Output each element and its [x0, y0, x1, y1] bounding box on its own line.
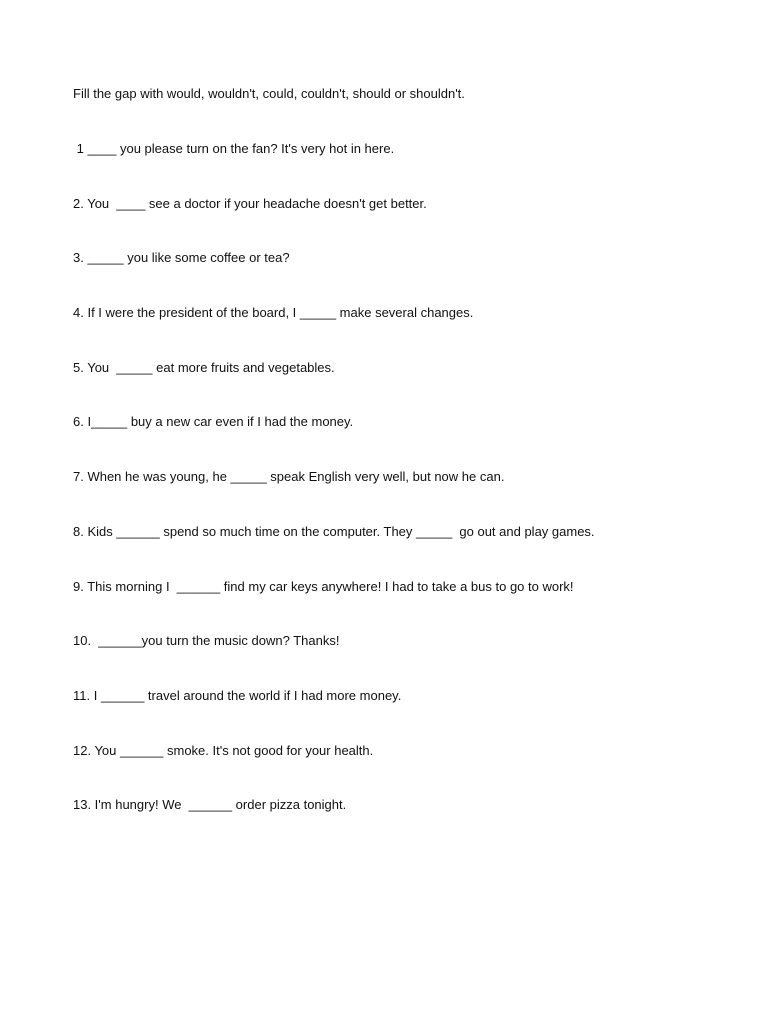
exercise-item-5: 5. You _____ eat more fruits and vegetables. [73, 359, 335, 375]
exercise-item-8: 8. Kids ______ spend so much time on the computer. They _____ go out and play games. [73, 523, 595, 539]
exercise-item-10: 10. ______you turn the music down? Thanks! [73, 633, 340, 649]
exercise-item-6: 6. I_____ buy a new car even if I had the money. [73, 414, 354, 430]
exercise-list [73, 141, 595, 852]
exercise-item-7: 7. When he was young, he _____ speak English very well, but now he can. [73, 469, 505, 485]
instruction-text: Fill the gap with would, wouldn't, could, couldn't, should or shouldn't. [73, 86, 465, 101]
exercise-item-2: 2. You ____ see a doctor if your headache doesn't get better. [73, 195, 427, 211]
exercise-item-12: 12. You ______ smoke. It's not good for your health. [73, 742, 374, 758]
exercise-item-9: 9. This morning I ______ find my car keys anywhere! I had to take a bus to go to work! [73, 578, 574, 594]
exercise-item-13: 13. I'm hungry! We ______ order pizza tonight. [73, 797, 347, 813]
exercise-item-1: 1 ____ you please turn on the fan? It's very hot in here. [73, 141, 395, 156]
exercise-item-11: 11. I ______ travel around the world if I had more money. [73, 687, 402, 703]
exercise-item-3: 3. _____ you like some coffee or tea? [73, 250, 290, 266]
exercise-item-4: 4. If I were the president of the board, I _____ make several changes. [73, 305, 474, 321]
